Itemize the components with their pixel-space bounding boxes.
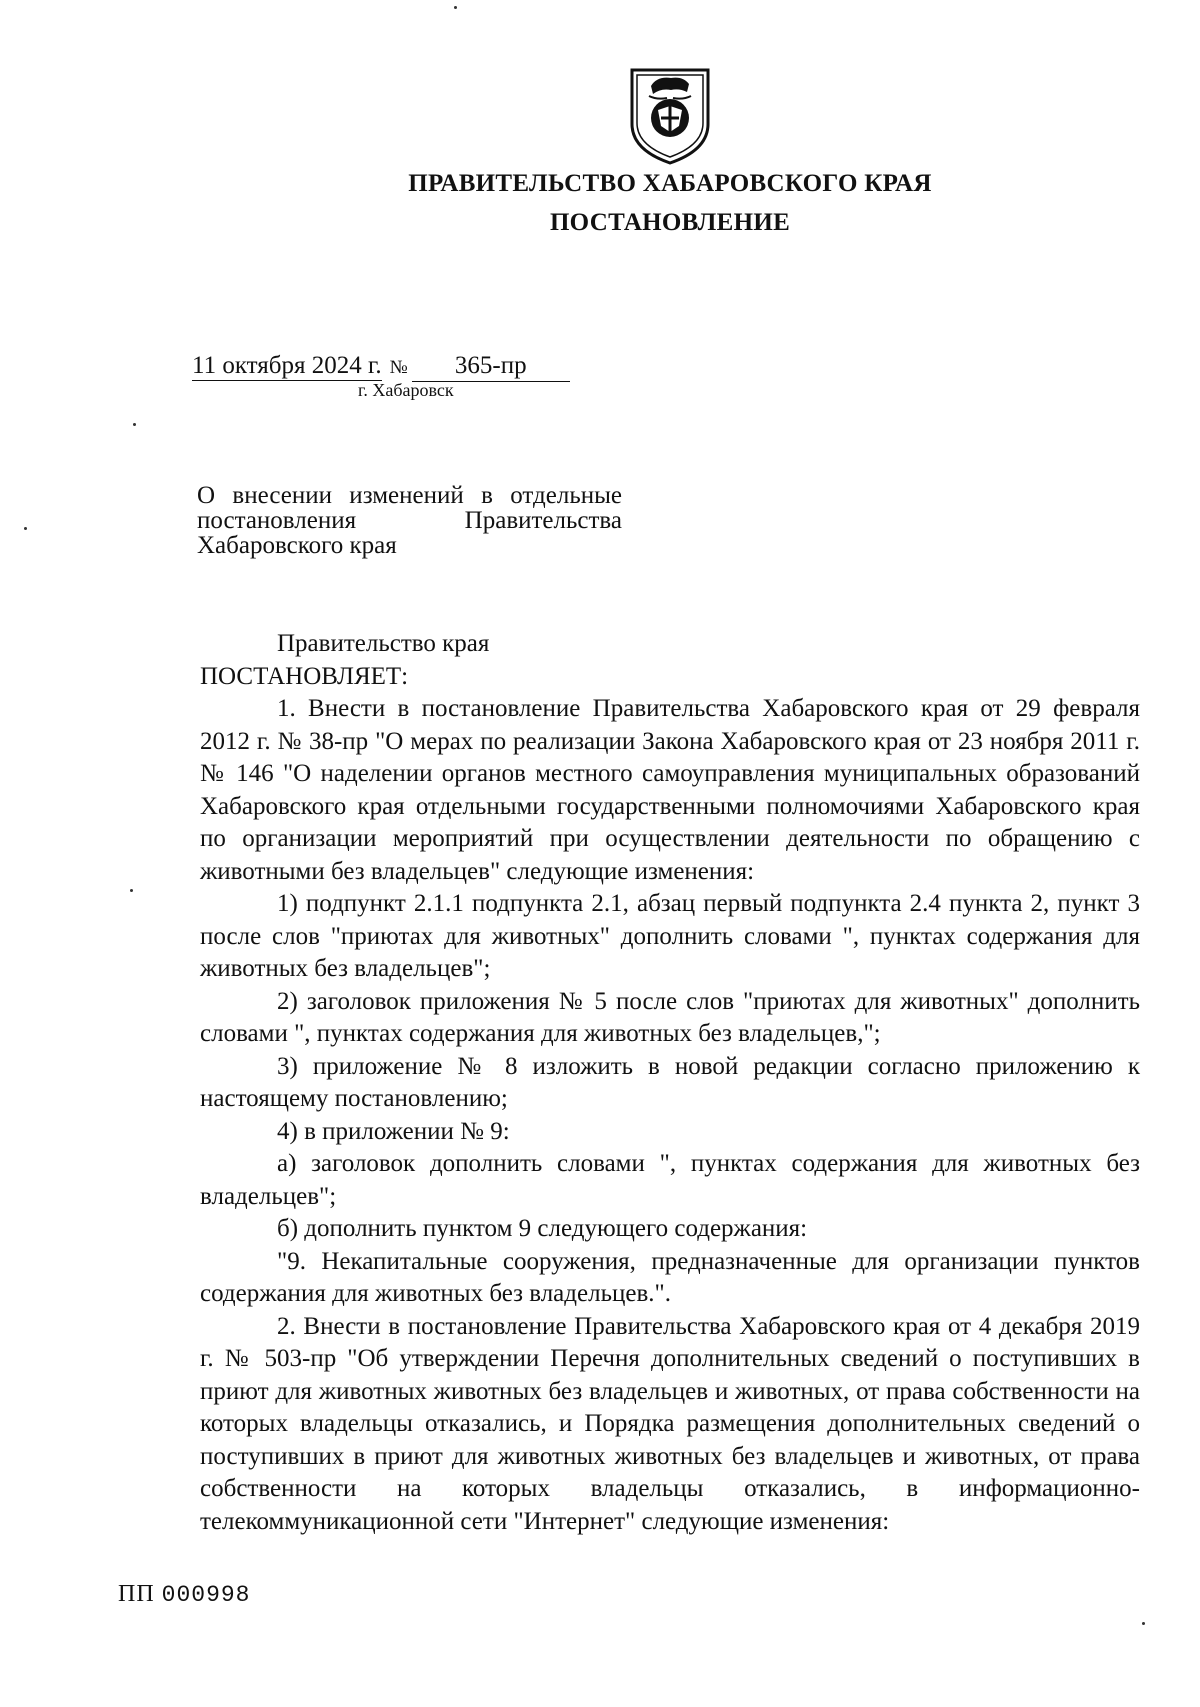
form-code-prefix: ПП bbox=[118, 1581, 155, 1607]
document-type: ПОСТАНОВЛЕНИЕ bbox=[549, 209, 791, 236]
paragraph-1-1: 1) подпункт 2.1.1 подпункта 2.1, абзац первый подпункта 2.4 пункта 2, пункт 3 после слов "приютах для животных" дополнить словами ", пунктах содержания для животных без владельцев"; bbox=[200, 890, 1140, 982]
subject-line-2: постановления Правительства bbox=[197, 507, 622, 534]
document-number: 365-пр bbox=[412, 352, 570, 382]
scan-speck bbox=[130, 889, 133, 892]
paragraph-1-4: 4) в приложении № 9: bbox=[277, 1117, 510, 1145]
intro-text: Правительство края bbox=[277, 630, 490, 657]
coat-of-arms-icon bbox=[627, 66, 713, 166]
date-number-line bbox=[192, 352, 570, 382]
scan-speck bbox=[1142, 1622, 1145, 1625]
city: г. Хабаровск bbox=[358, 380, 454, 400]
decree-word: ПОСТАНОВЛЯЕТ: bbox=[200, 662, 409, 690]
document-subject bbox=[197, 483, 622, 558]
document-body bbox=[200, 628, 1140, 1538]
paragraph-1-3: 3) приложение № 8 изложить в новой редакции согласно приложению к настоящему постановлению; bbox=[200, 1052, 1140, 1112]
paragraph-1-4-a: а) заголовок дополнить словами ", пунктах содержания для животных без владельцев"; bbox=[200, 1150, 1140, 1210]
scan-speck bbox=[133, 423, 136, 426]
paragraph-1: 1. Внести в постановление Правительства Хабаровского края от 29 февраля 2012 г. № 38-пр "О мерах по реализации Закона Хабаровского края от 23 ноября 2011 г. № 146 "О наделении органов местного самоуправления муниципальных образований Хабаровского края отдельными государственными полномочиями Хабаровского края по организации мероприятий при осуществлении деятельности по обращению с животными без владельцев" следующие изменения: bbox=[200, 695, 1140, 885]
subject-line-1: О внесении изменений в отдельные bbox=[197, 482, 622, 509]
number-label: № bbox=[389, 357, 408, 378]
paragraph-1-4-b-text: "9. Некапитальные сооружения, предназначенные для организации пунктов содержания для животных без владельцев.". bbox=[200, 1247, 1140, 1307]
scan-speck bbox=[24, 527, 27, 530]
scan-speck bbox=[454, 6, 457, 9]
form-code bbox=[118, 1581, 251, 1608]
paragraph-1-2: 2) заголовок приложения № 5 после слов "приютах для животных" дополнить словами ", пунктах содержания для животных без владельцев,"; bbox=[200, 987, 1140, 1047]
government-name: ПРАВИТЕЛЬСТВО ХАБАРОВСКОГО КРАЯ bbox=[408, 170, 932, 197]
document-date: 11 октября 2024 г. bbox=[192, 352, 382, 379]
paragraph-2: 2. Внести в постановление Правительства Хабаровского края от 4 декабря 2019 г. № 503-пр "Об утверждении Перечня дополнительных сведений о поступивших в приют для животных животных без владельцев и животных, от права собственности на которых владельцы отказались, и Порядка размещения дополнительных сведений о поступивших в приют для животных животных без владельцев и животных, от права собственности на которых владельцы отказались, в информационно-телекоммуникационной сети "Интернет" следующие изменения: bbox=[200, 1312, 1140, 1535]
subject-line-3: Хабаровского края bbox=[197, 532, 397, 559]
form-code-digits: 000998 bbox=[161, 1582, 251, 1608]
paragraph-1-4-b: б) дополнить пунктом 9 следующего содержания: bbox=[277, 1215, 808, 1242]
